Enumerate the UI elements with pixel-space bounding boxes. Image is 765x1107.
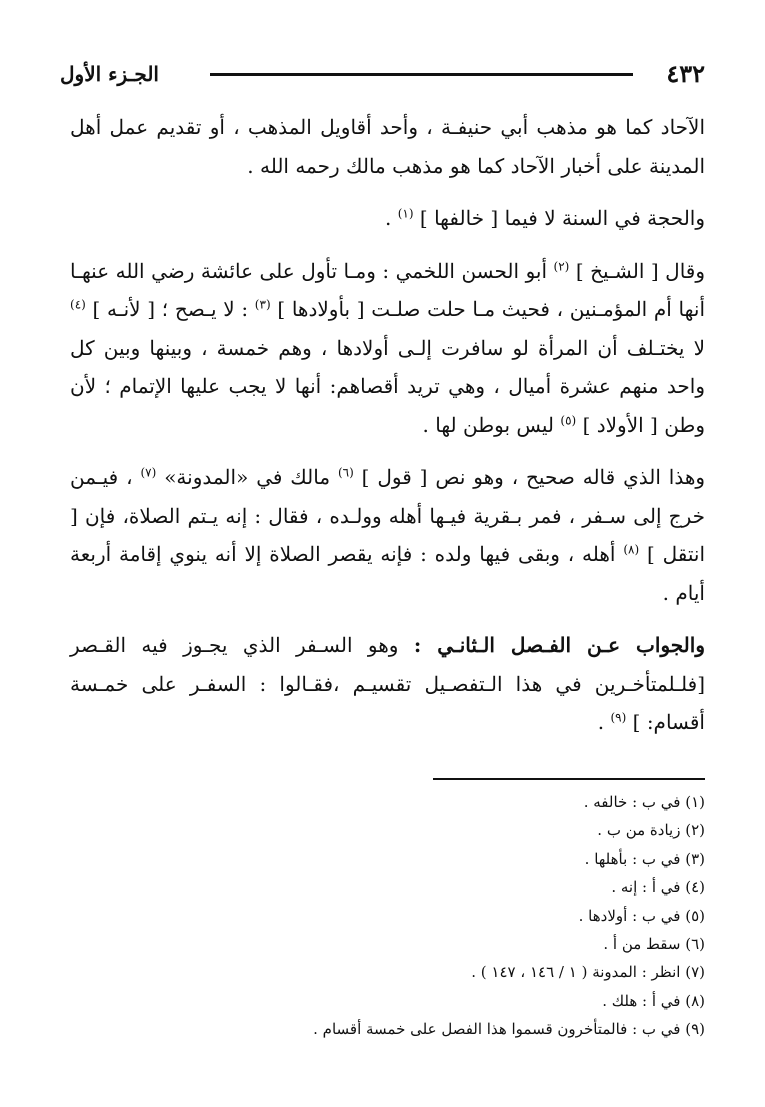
- paragraph-3-part-1: وقال [ الشـيخ ]: [575, 258, 706, 283]
- footnote-ref-4[interactable]: (٤): [70, 297, 86, 312]
- volume-title: الجـزء الأول: [60, 62, 159, 86]
- paragraph-3-part-2: أبو الحسن اللخمي : ومـا تأول على عائشة رضي الله عنهـا أنها أم المؤمـنين ، فحيث مـا حلت صلـت [ بأولادها ]: [70, 258, 705, 321]
- footnote-separator: [433, 778, 705, 780]
- paragraph-5-part-1: وهو السـفر الذي يجـوز فيه القـصر [فلـلمتأخـرين في هذا الـتفصـيل تقسيـم ،فقـالوا : السفـر على خمـسة أقسام: ]: [70, 633, 705, 734]
- footnote-9: (٩) في ب : فالمتأخرون قسموا هذا الفصل على خمسة أقسام .: [313, 1020, 705, 1039]
- footnote-ref-2[interactable]: (٢): [553, 258, 570, 273]
- running-header: [60, 58, 705, 94]
- paragraph-1-text: الآحاد كما هو مذهب أبي حنيفـة ، وأحد أقاويل المذهب ، أو تقديم عمل أهل المدينة على أخبار الآحاد كما هو مذهب مالك رحمه الله .: [70, 115, 705, 178]
- main-text: [70, 108, 705, 756]
- paragraph-3-part-4: لا يختـلف أن المرأة لو سافرت إلـى أولادها ، وهم خمسة ، وبينها وبين كل واحد منهم عشرة أميال ، وهي تريد أقصاهم: أنها لا يجب عليها الإتمام ؛ لأن وطن [ الأولاد ]: [70, 335, 705, 437]
- footnote-ref-7[interactable]: (٧): [140, 465, 157, 480]
- footnote-5: (٥) في ب : أولادها .: [578, 906, 705, 925]
- paragraph-2-text: والحجة في السنة لا فيما [ خالفها ]: [419, 206, 705, 230]
- footnote-ref-1[interactable]: (١): [397, 206, 414, 221]
- paragraph-4-part-3: ، فيـمن خرج إلى سـفر ، فمر بـقرية فيـها أهله وولـده ، فقال : إنه يـتم الصلاة، فإن [ انتقل ]: [70, 465, 706, 566]
- footnote-3: (٣) في ب : بأهلها .: [584, 849, 705, 868]
- footnote-1: (١) في ب : خالفه .: [583, 793, 705, 811]
- paragraph-4-part-2: مالك في «المدونة»: [164, 465, 331, 489]
- footnote-ref-3[interactable]: (٣): [254, 297, 271, 312]
- footnote-8: (٨) في أ : هلك .: [602, 991, 705, 1010]
- paragraph-4-part-1: وهذا الذي قاله صحيح ، وهو نص [ قول ]: [361, 465, 706, 489]
- paragraph-5-end: .: [597, 710, 605, 734]
- footnote-2: (٢) زيادة من ب .: [597, 821, 705, 840]
- footnote-6: (٦) سقط من أ .: [603, 935, 705, 954]
- paragraph-4-part-4: أهله ، وبقى فيها ولده : فإنه يقصر الصلاة إلا أنه ينوي إقامة أربعة أيام .: [70, 542, 705, 605]
- section-lead: والجواب عـن الفـصل الـثانـي :: [413, 633, 705, 657]
- paragraph-3-part-3: : لا يـصح ؛ [ لأنـه ]: [92, 297, 249, 321]
- page-number: ٤٣٢: [666, 59, 705, 88]
- footnote-4: (٤) في أ : إنه .: [611, 878, 705, 897]
- footnote-7: (٧) انظر : المدونة ( ١ / ١٤٦ ، ١٤٧ ) .: [471, 963, 705, 982]
- paragraph-4: [70, 458, 705, 612]
- footnote-ref-9[interactable]: (٩): [610, 710, 627, 725]
- footnote-ref-5[interactable]: (٥): [560, 412, 577, 427]
- paragraph-2: [70, 199, 705, 238]
- paragraph-3: [70, 252, 705, 445]
- paragraph-2-end: .: [385, 206, 392, 230]
- paragraph-5: [70, 626, 705, 742]
- header-rule: [210, 73, 633, 76]
- footnotes-list: [60, 788, 705, 1044]
- paragraph-3-part-5: ليس بوطن لها .: [422, 412, 555, 437]
- paragraph-1: [70, 108, 705, 185]
- footnote-ref-8[interactable]: (٨): [623, 542, 640, 557]
- footnote-ref-6[interactable]: (٦): [337, 465, 354, 480]
